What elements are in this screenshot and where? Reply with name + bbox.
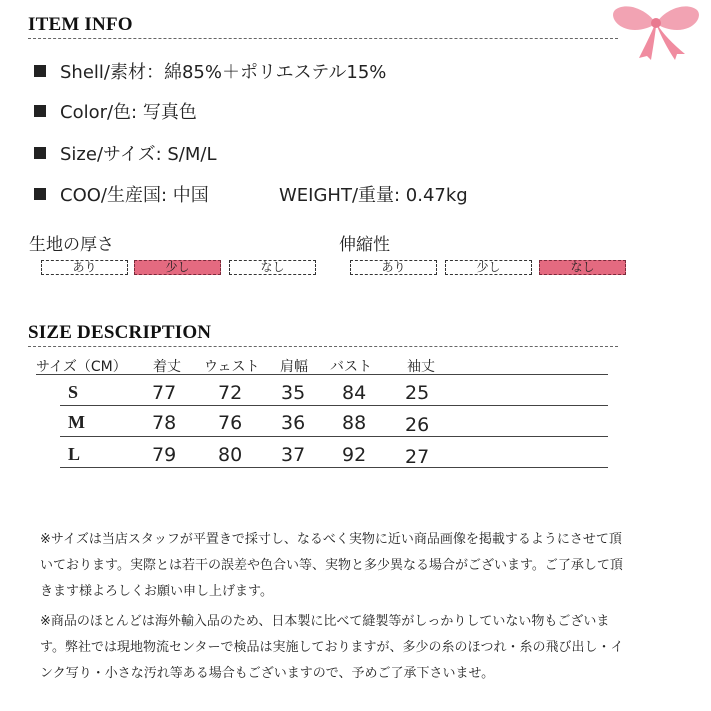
bullet-icon xyxy=(34,147,46,159)
bullet-icon xyxy=(34,105,46,117)
table-row-rule xyxy=(60,436,608,437)
table-cell: 25 xyxy=(405,382,430,404)
size-header-waist: ウェスト xyxy=(204,359,260,375)
info-row-color xyxy=(34,98,197,124)
table-row-rule xyxy=(60,467,608,468)
stretch-option-sukoshi: 少し xyxy=(445,260,532,275)
size-label-l: L xyxy=(68,444,81,464)
table-cell: 79 xyxy=(152,444,177,466)
table-cell: 84 xyxy=(342,382,367,404)
ribbon-bow-icon xyxy=(605,0,711,62)
weight-text: WEIGHT/重量: 0.47kg xyxy=(279,185,468,206)
size-header-bust: バスト xyxy=(330,359,372,375)
table-cell: 80 xyxy=(218,444,243,466)
info-row-text: Color/色: 写真色 xyxy=(60,102,197,123)
info-row-text: Size/サイズ: S/M/L xyxy=(60,144,217,165)
info-row-coo xyxy=(34,181,209,207)
thickness-option-sukoshi: 少し xyxy=(134,260,221,275)
table-cell: 35 xyxy=(281,382,306,404)
thickness-option-nashi: なし xyxy=(229,260,316,275)
size-header-size: サイズ（CM） xyxy=(36,359,127,375)
size-header-sleeve: 袖丈 xyxy=(407,359,435,375)
table-cell: 37 xyxy=(281,444,306,466)
size-label-m: M xyxy=(68,412,85,432)
size-header-length: 着丈 xyxy=(153,359,181,375)
note-paragraph: ※サイズは当店スタッフが平置きで採寸し、なるべく実物に近い商品画像を掲載するようにさせて頂いております。実際とは若干の誤差や色合い等、実物と多少異なる場合がございます。ご了承して頂きます様よろしくお願い申し上げます。 xyxy=(40,532,623,599)
item-info-divider xyxy=(28,38,618,39)
table-header-rule xyxy=(36,374,608,375)
stretch-label: 伸縮性 xyxy=(339,235,390,255)
table-cell: 77 xyxy=(152,382,177,404)
size-description-divider xyxy=(28,346,618,347)
table-cell: 26 xyxy=(405,414,430,436)
info-row-shell xyxy=(34,58,386,84)
notes-section xyxy=(40,527,630,687)
info-row-text: COO/生産国: 中国 xyxy=(60,185,209,206)
table-cell: 88 xyxy=(342,412,367,434)
size-header-shoulder: 肩幅 xyxy=(280,359,308,375)
info-row-text: Shell/素材：綿85%＋ポリエステル15% xyxy=(60,62,387,83)
stretch-option-ari: あり xyxy=(350,260,437,275)
item-info-title: ITEM INFO xyxy=(28,14,133,35)
stretch-option-nashi: なし xyxy=(539,260,626,275)
bullet-icon xyxy=(34,188,46,200)
bullet-icon xyxy=(34,65,46,77)
note-paragraph: ※商品のほとんどは海外輸入品のため、日本製に比べて縫製等がしっかりしていない物もございます。弊社では現地物流センターで検品は実施しておりますが、多少の糸のほつれ・糸の飛び出し・インク写り・小さな汚れ等ある場合もございますので、予めご了承下さいませ。 xyxy=(40,614,624,681)
table-cell: 36 xyxy=(281,412,306,434)
info-row-size xyxy=(34,140,216,166)
table-cell: 78 xyxy=(152,412,177,434)
thickness-label: 生地の厚さ xyxy=(29,235,114,255)
table-row-rule xyxy=(60,405,608,406)
table-cell: 72 xyxy=(218,382,243,404)
size-label-s: S xyxy=(68,382,79,402)
table-cell: 27 xyxy=(405,446,430,468)
size-description-title: SIZE DESCRIPTION xyxy=(28,322,212,343)
table-cell: 76 xyxy=(218,412,243,434)
thickness-option-ari: あり xyxy=(41,260,128,275)
table-cell: 92 xyxy=(342,444,367,466)
